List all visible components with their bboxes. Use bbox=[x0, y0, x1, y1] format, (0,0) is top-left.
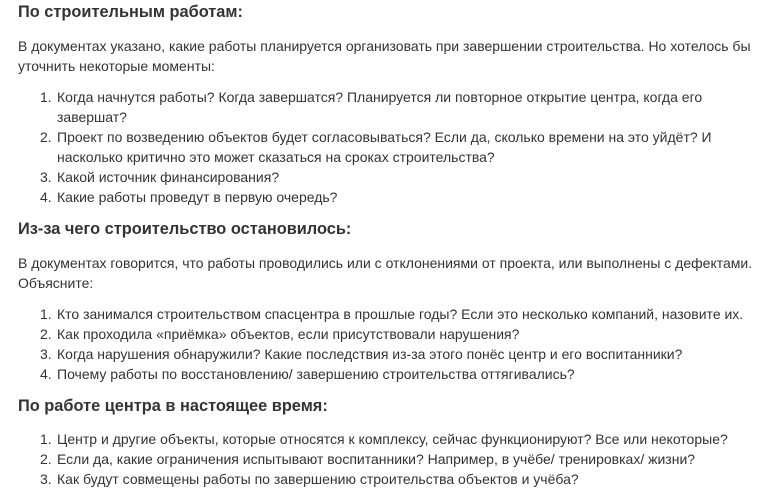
list-item-text: Какие работы проведут в первую очередь? bbox=[57, 189, 338, 205]
list-item-text: Почему работы по восстановлению/ завершению строительства оттягивались? bbox=[57, 366, 575, 382]
list-item bbox=[18, 324, 761, 344]
list-item-number: 2. bbox=[40, 326, 52, 342]
list-item-number: 4. bbox=[40, 366, 52, 382]
list-item-number: 3. bbox=[40, 169, 52, 185]
numbered-list bbox=[18, 87, 761, 207]
list-item-number: 2. bbox=[40, 451, 52, 467]
list-item-text: Когда нарушения обнаружили? Какие последствия из-за этого понёс центр и его воспитанники? bbox=[57, 346, 683, 362]
list-item-text: Как проходила «приёмка» объектов, если присутствовали нарушения? bbox=[57, 326, 520, 342]
list-item bbox=[18, 449, 761, 469]
list-item-number: 3. bbox=[40, 471, 52, 487]
list-item-text: Как будут совмещены работы по завершению строительства объектов и учёба? bbox=[57, 471, 579, 487]
list-item-number: 1. bbox=[40, 431, 52, 447]
list-item-number: 4. bbox=[40, 189, 52, 205]
list-item bbox=[18, 344, 761, 364]
list-item bbox=[18, 187, 761, 207]
list-item-text: Когда начнутся работы? Когда завершатся? Планируется ли повторное открытие центра, когда его завершат? bbox=[57, 89, 703, 125]
list-item-number: 1. bbox=[40, 306, 52, 322]
section-heading-center-work: По работе центра в настоящее время: bbox=[18, 397, 328, 415]
list-item-text: Кто занимался строительством спасцентра в прошлые годы? Если это несколько компаний, назовите их. bbox=[57, 306, 744, 322]
list-item bbox=[18, 87, 761, 127]
numbered-list bbox=[18, 429, 761, 489]
list-item bbox=[18, 429, 761, 449]
list-item-text: Если да, какие ограничения испытывают воспитанники? Например, в учёбе/ тренировках/ жизни? bbox=[57, 451, 696, 467]
list-item-text: Какой источник финансирования? bbox=[57, 169, 280, 185]
list-item-text: Центр и другие объекты, которые относятся к комплексу, сейчас функционируют? Все или некоторые? bbox=[57, 431, 728, 447]
list-item bbox=[18, 469, 761, 489]
list-item bbox=[18, 304, 761, 324]
section-heading-construction-stopped: Из-за чего строительство остановилось: bbox=[18, 220, 352, 238]
list-item-text: Проект по возведению объектов будет согласовываться? Если да, сколько времени на это уйдёт? И насколько критично это может сказаться на сроках строительства? bbox=[57, 129, 712, 165]
list-item bbox=[18, 127, 761, 167]
list-item-number: 1. bbox=[40, 89, 52, 105]
list-item-number: 3. bbox=[40, 346, 52, 362]
list-item bbox=[18, 167, 761, 187]
section-heading-construction-works: По строительным работам: bbox=[18, 3, 243, 21]
numbered-list bbox=[18, 304, 761, 384]
list-item bbox=[18, 364, 761, 384]
section-paragraph: В документах говорится, что работы проводились или с отклонениями от проекта, или выполнены с дефектами. Объясните: bbox=[18, 255, 753, 291]
section-paragraph: В документах указано, какие работы планируется организовать при завершении строительства. Но хотелось бы уточнить некоторые моменты: bbox=[18, 38, 751, 74]
list-item-number: 2. bbox=[40, 129, 52, 145]
